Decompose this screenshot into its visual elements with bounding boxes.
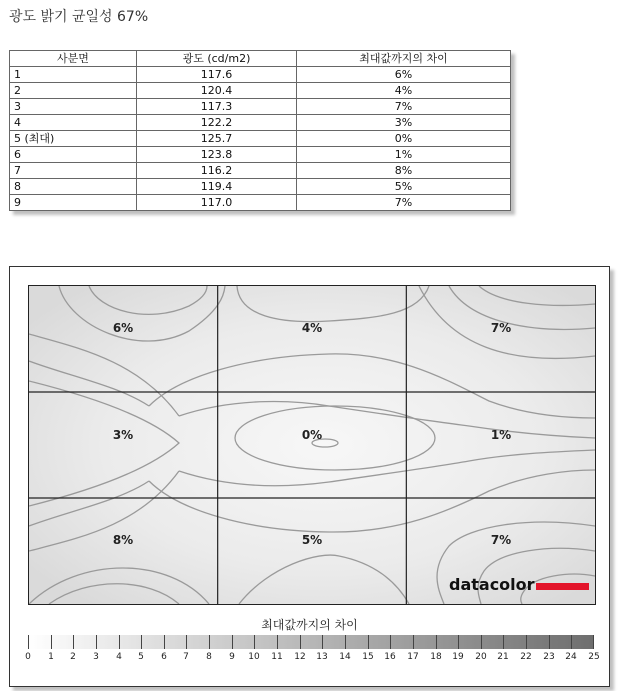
- logo-text: datacolor: [449, 575, 535, 594]
- scale-tick: [322, 635, 323, 649]
- scale-tick: [28, 635, 29, 649]
- scale-tick: [571, 635, 572, 649]
- difference-cell: 8%: [297, 163, 511, 179]
- logo-bar: [536, 583, 589, 590]
- cell-label-1: 6%: [112, 321, 134, 335]
- scale-tick: [481, 635, 482, 649]
- scale-tick: [164, 635, 165, 649]
- scale-gradient-bar: [28, 635, 594, 649]
- scale-tick-label: 21: [497, 652, 509, 662]
- cell-label-6: 1%: [490, 428, 512, 442]
- cell-label-9: 7%: [490, 533, 512, 547]
- luminance-cell: 122.2: [137, 115, 297, 131]
- scale-tick-label: 12: [294, 652, 306, 662]
- scale-tick-label: 20: [475, 652, 487, 662]
- scale-tick-label: 4: [116, 652, 122, 662]
- scale-tick: [141, 635, 142, 649]
- scale-tick-label: 9: [229, 652, 235, 662]
- cell-label-2: 4%: [301, 321, 323, 335]
- legend-title: 최대값까지의 차이: [261, 618, 358, 632]
- quadrant-cell: 3: [10, 99, 137, 115]
- quadrant-cell: 7: [10, 163, 137, 179]
- luminance-table: [9, 50, 511, 211]
- cell-label-5: 0%: [301, 428, 323, 442]
- difference-cell: 1%: [297, 147, 511, 163]
- header-quadrant: 사분면: [10, 51, 137, 67]
- scale-tick: [593, 635, 594, 649]
- difference-cell: 7%: [297, 99, 511, 115]
- header-luminance: 광도 (cd/m2): [137, 51, 297, 67]
- scale-tick-label: 8: [206, 652, 212, 662]
- scale-tick: [232, 635, 233, 649]
- scale-tick-label: 25: [588, 652, 600, 662]
- luminance-cell: 120.4: [137, 83, 297, 99]
- page-title: 광도 밝기 균일성 67%: [9, 9, 149, 25]
- scale-tick: [549, 635, 550, 649]
- uniformity-contour-plot: [28, 285, 596, 605]
- luminance-cell: 123.8: [137, 147, 297, 163]
- luminance-cell: 119.4: [137, 179, 297, 195]
- scale-tick: [96, 635, 97, 649]
- quadrant-cell: 9: [10, 195, 137, 211]
- scale-tick-label: 3: [93, 652, 99, 662]
- scale-tick: [526, 635, 527, 649]
- quadrant-cell: 4: [10, 115, 137, 131]
- difference-cell: 5%: [297, 179, 511, 195]
- scale-tick-label: 2: [70, 652, 76, 662]
- scale-tick-label: 5: [138, 652, 144, 662]
- scale-tick: [119, 635, 120, 649]
- table-row: [10, 83, 511, 99]
- scale-tick: [503, 635, 504, 649]
- scale-tick: [413, 635, 414, 649]
- cell-label-7: 8%: [112, 533, 134, 547]
- quadrant-cell: 8: [10, 179, 137, 195]
- table-row: [10, 163, 511, 179]
- luminance-cell: 117.3: [137, 99, 297, 115]
- scale-tick: [73, 635, 74, 649]
- scale-tick: [368, 635, 369, 649]
- scale-tick: [345, 635, 346, 649]
- scale-tick-label: 23: [543, 652, 555, 662]
- table-row: [10, 115, 511, 131]
- difference-cell: 0%: [297, 131, 511, 147]
- uniformity-figure: [9, 266, 610, 687]
- quadrant-cell: 6: [10, 147, 137, 163]
- cell-label-4: 3%: [112, 428, 134, 442]
- table-row: [10, 147, 511, 163]
- scale-tick-label: 19: [452, 652, 464, 662]
- scale-tick-label: 14: [339, 652, 351, 662]
- scale-tick: [436, 635, 437, 649]
- cell-label-8: 5%: [301, 533, 323, 547]
- scale-tick-label: 11: [271, 652, 283, 662]
- scale-tick: [209, 635, 210, 649]
- scale-tick-label: 0: [25, 652, 31, 662]
- table-row: [10, 179, 511, 195]
- table-row: [10, 67, 511, 83]
- scale-tick-label: 24: [565, 652, 577, 662]
- quadrant-cell: 5 (최대): [10, 131, 137, 147]
- luminance-cell: 116.2: [137, 163, 297, 179]
- difference-cell: 6%: [297, 67, 511, 83]
- luminance-cell: 117.0: [137, 195, 297, 211]
- quadrant-cell: 1: [10, 67, 137, 83]
- quadrant-cell: 2: [10, 83, 137, 99]
- luminance-cell: 117.6: [137, 67, 297, 83]
- scale-tick: [277, 635, 278, 649]
- scale-tick-label: 15: [362, 652, 374, 662]
- table-row: [10, 99, 511, 115]
- scale-tick-label: 1: [48, 652, 54, 662]
- scale-tick-label: 22: [520, 652, 532, 662]
- difference-cell: 3%: [297, 115, 511, 131]
- luminance-cell: 125.7: [137, 131, 297, 147]
- scale-tick: [51, 635, 52, 649]
- scale-tick-label: 16: [384, 652, 396, 662]
- table-row: [10, 195, 511, 211]
- table-row: [10, 131, 511, 147]
- table-header-row: [10, 51, 511, 67]
- scale-tick: [254, 635, 255, 649]
- luminance-table-container: [9, 50, 511, 211]
- scale-tick-label: 10: [248, 652, 260, 662]
- datacolor-logo: [449, 575, 589, 594]
- scale-tick-label: 18: [430, 652, 442, 662]
- scale-tick-label: 13: [316, 652, 328, 662]
- scale-tick-label: 7: [183, 652, 189, 662]
- scale-tick: [390, 635, 391, 649]
- difference-cell: 4%: [297, 83, 511, 99]
- scale-tick: [300, 635, 301, 649]
- difference-cell: 7%: [297, 195, 511, 211]
- scale-tick-label: 17: [407, 652, 419, 662]
- cell-label-3: 7%: [490, 321, 512, 335]
- header-difference: 최대값까지의 차이: [297, 51, 511, 67]
- difference-scale: [25, 635, 600, 685]
- scale-tick: [186, 635, 187, 649]
- scale-tick-label: 6: [161, 652, 167, 662]
- scale-tick: [458, 635, 459, 649]
